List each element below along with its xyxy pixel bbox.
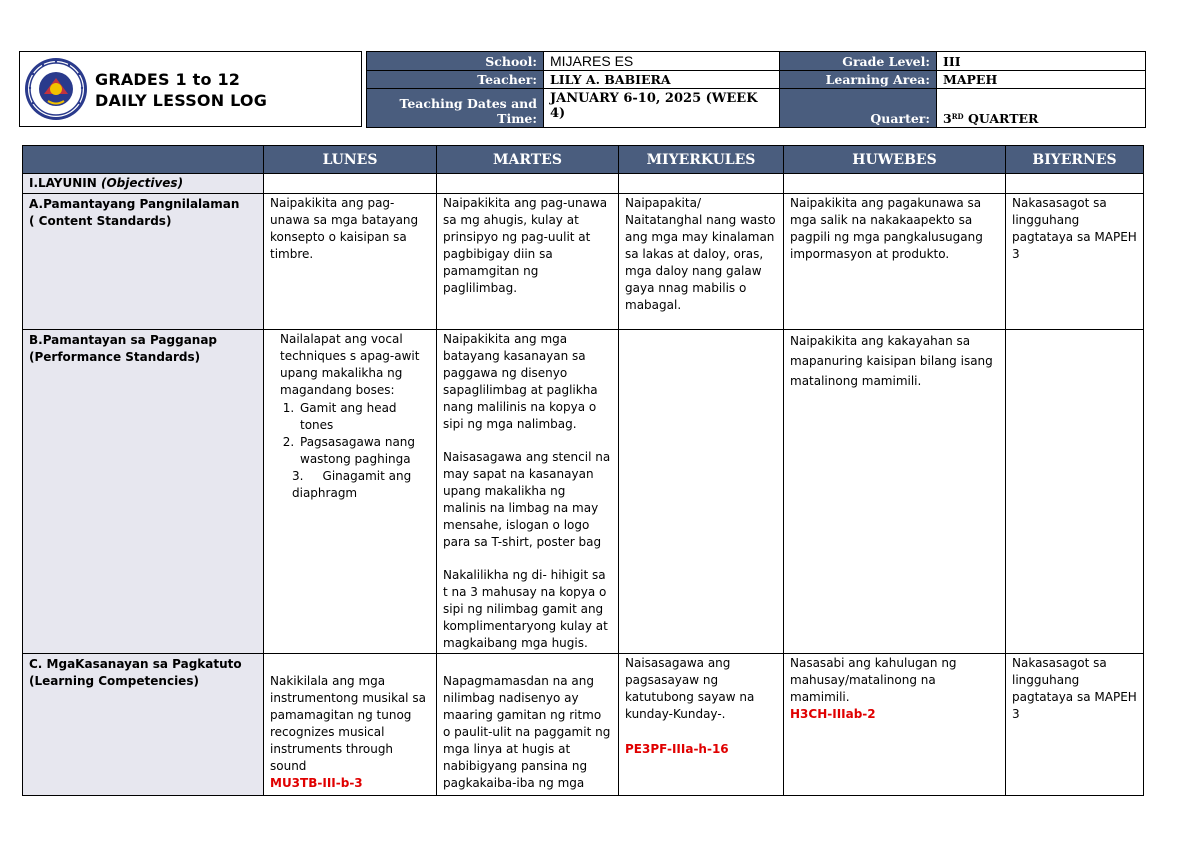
section-cell [1006,174,1144,194]
performance-miyerkules [619,330,784,654]
performance-standards-label [23,330,264,654]
performance-martes-p1: Naipakikita ang mga batayang kasanayan sa paggawa ng disenyo sapaglilimbag at paglikha nang malilinis na kopya o sipi ng mga nalimbag. [443,332,598,431]
header-title-box [19,51,362,127]
section-objectives-label [23,174,264,194]
quarter-suffix: RD [951,112,964,121]
section-cell [784,174,1006,194]
section-label-italic: (Objectives) [100,176,184,190]
content-martes: Naipakikita ang pag-unawa sa mg ahugis, kulay at prinsipyo ng pag-uulit at pagbibigay diin sa pamamgitan ng paglilimbag. [437,194,619,330]
teacher-label: Teacher: [367,71,544,89]
competencies-miyerkules-text: Naisasagawa ang pagsasayaw ng katutubong sayaw na kunday-Kunday-. [625,656,755,721]
competencies-biyernes: Nakasasagot sa lingguhang pagtataya sa MAPEH 3 [1006,654,1144,796]
list-marker: 3. [292,469,304,483]
list-item: 2. Pagsasagawa nang wastong paghinga [298,434,430,468]
learning-area-label: Learning Area: [780,71,937,89]
content-lunes: Naipakikita ang pag-unawa sa mga batayang konsepto o kaisipan sa timbre. [264,194,437,330]
quarter-label: Quarter: [780,89,937,128]
competencies-martes-text: Napagmamasdan na ang nilimbag nadisenyo ay maaring gamitan ng ritmo o paulit-ulit na paggamit ng mga linya at hugis at nabibigyang pansina ng pagkakaiba-iba ng mga [443,674,611,790]
competency-code: H3CH-IIIab-2 [790,707,876,721]
vocal-techniques-list [298,400,430,468]
competency-code: MU3TB-III-b-3 [270,776,363,790]
deped-seal-icon [24,56,88,122]
row-label-line-1: C. MgaKasanayan sa Pagkatuto [29,657,242,671]
section-cell [619,174,784,194]
day-header-biyernes: BIYERNES [1006,146,1144,174]
learning-area-value: MAPEH [937,71,1146,89]
header-info-table [366,51,1146,128]
section-cell [264,174,437,194]
quarter-value [937,89,1146,128]
teaching-dates-label: Teaching Dates and Time: [367,89,544,128]
spacer [443,655,612,673]
performance-martes [437,330,619,654]
day-header-huwebes: HUWEBES [784,146,1006,174]
title-line-2: DAILY LESSON LOG [95,91,268,110]
spacer [625,723,777,741]
teaching-dates-value: JANUARY 6-10, 2025 (WEEK 4) [544,89,780,128]
row-label-line-2: (Learning Competencies) [29,674,199,688]
teacher-value: LILY A. BABIERA [544,71,780,89]
content-standards-row [23,194,1144,330]
list-item-3 [270,468,430,502]
list-item: 1. Gamit ang head tones [298,400,430,434]
performance-huwebes: Naipakikita ang kakayahan sa mapanuring kaisipan bilang isang matalinong mamimili. [784,330,1006,654]
quarter-number: 3 [943,111,952,126]
performance-lunes [264,330,437,654]
grade-level-label: Grade Level: [780,52,937,71]
spacer [270,655,430,673]
competencies-huwebes [784,654,1006,796]
day-header-lunes: LUNES [264,146,437,174]
school-value: MIJARES ES [544,52,780,71]
grade-level-value: III [937,52,1146,71]
competencies-lunes-text: Nakikilala ang mga instrumentong musikal sa pamamagitan ng tunog recognizes musical instruments through sound [270,674,426,773]
competencies-miyerkules [619,654,784,796]
row-label-line-1: A.Pamantayang Pangnilalaman [29,197,240,211]
row-label-line-1: B.Pamantayan sa Pagganap [29,333,218,347]
title-line-1: GRADES 1 to 12 [95,70,241,89]
content-huwebes: Naipakikita ang pagakunawa sa mga salik na nakakaapekto sa pagpili ng mga pangkalusugang impormasyon at produkto. [784,194,1006,330]
performance-lunes-intro: Nailalapat ang vocal techniques s apag-awit upang makalikha ng magandang boses: [280,332,420,397]
section-cell [437,174,619,194]
content-standards-label [23,194,264,330]
competencies-martes [437,654,619,796]
row-label-line-2: (Performance Standards) [29,350,201,364]
school-label: School: [367,52,544,71]
competencies-lunes [264,654,437,796]
day-header-miyerkules: MIYERKULES [619,146,784,174]
content-biyernes: Nakasasagot sa lingguhang pagtataya sa MAPEH 3 [1006,194,1144,330]
corner-cell [23,146,264,174]
performance-martes-p3: Nakalilikha ng di- hihigit sa t na 3 mahusay na kopya o sipi ng nilimbag gamit ang komplimentaryong kulay at magkaibang mga hugis. [443,568,608,650]
performance-biyernes [1006,330,1144,654]
lesson-log-table [22,145,1144,796]
day-header-row [23,146,1144,174]
competencies-huwebes-text: Nasasabi ang kahulugan ng mahusay/matalinong na mamimili. [790,656,957,704]
day-header-martes: MARTES [437,146,619,174]
performance-standards-row [23,330,1144,654]
content-miyerkules: Naipapakita/ Naitatanghal nang wasto ang mga may kinalaman sa lakas at daloy, oras, mga daloy nang galaw gaya nnag mabilis o mabagal. [619,194,784,330]
competency-code: PE3PF-IIIa-h-16 [625,742,729,756]
quarter-word: QUARTER [963,111,1039,126]
section-label-text: I.LAYUNIN [29,176,97,190]
section-row [23,174,1144,194]
document-title [95,69,267,111]
list-item-text: Ginagamit ang diaphragm [292,469,412,500]
row-label-line-2: ( Content Standards) [29,214,172,228]
learning-competencies-row [23,654,1144,796]
learning-competencies-label [23,654,264,796]
performance-martes-p2: Naisasagawa ang stencil na may sapat na kasanayan upang makalikha ng malinis na limbag na may mensahe, islogan o logo para sa T-shirt, poster bag [443,450,611,549]
